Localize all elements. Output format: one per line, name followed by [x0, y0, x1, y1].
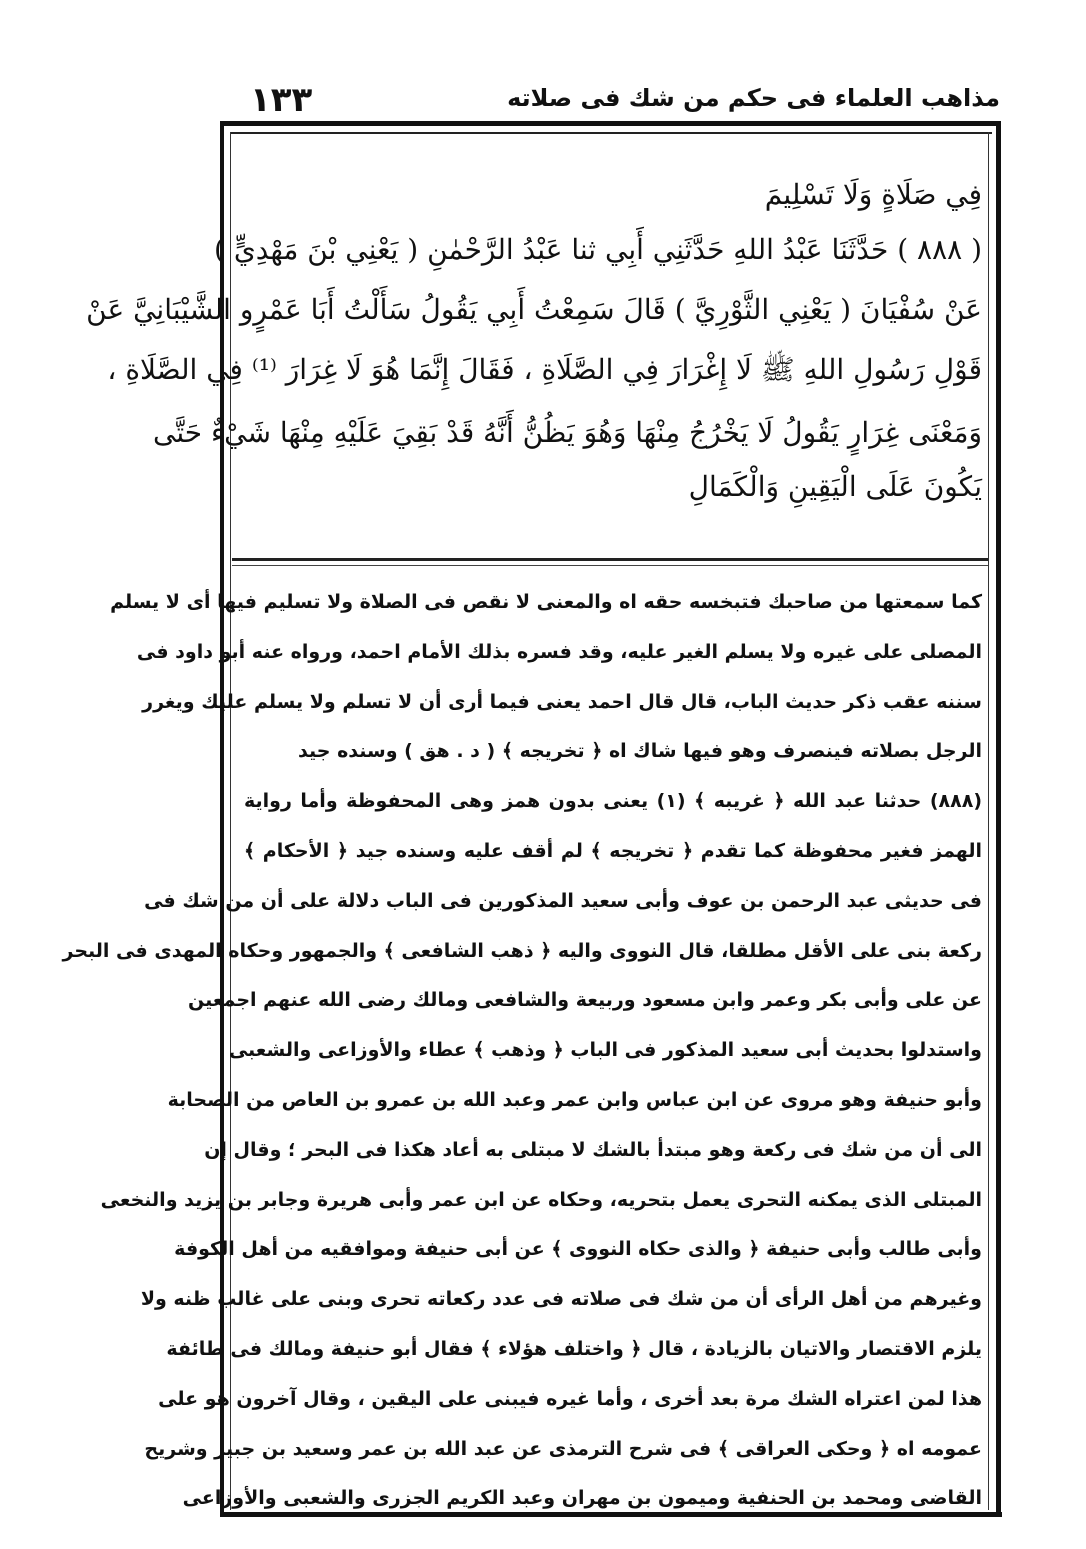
hadith-line: ( ٨٨٨ ) حَدَّثَنَا عَبْدُ اللهِ حَدَّثَنِي أَبِي ثنا عَبْدُ الرَّحْمٰنِ ( يَعْنِي بْنَ مَهْدِيٍّ ): [214, 233, 982, 266]
commentary-line: فى حديثى عبد الرحمن بن عوف وأبى سعيد المذكورين فى الباب دلالة على أن من شك فى: [144, 889, 982, 912]
commentary-line: الرجل بصلاته فينصرف وهو فيها شاك اه ﴿ تخريجه ﴾ ( د . هق ) وسنده جيد: [298, 740, 982, 763]
commentary-line: كما سمعتها من صاحبك فتبخسه حقه اه والمعنى لا نقص فى الصلاة ولا تسليم فيها أى لا يسلم: [110, 591, 982, 613]
commentary-line: وأبى طالب وأبى حنيفة ﴿ والذى حكاه النووى ﴾ عن أبى حنيفة وموافقيه من أهل الكوفة: [174, 1238, 982, 1261]
commentary-line: وأبو حنيفة وهو مروى عن ابن عباس وابن عمر وعبد الله بن عمرو بن العاص من الصحابة: [167, 1089, 982, 1111]
section-divider-inner: [232, 565, 988, 566]
commentary-line: وغيرهم من أهل الرأى أن من شك فى صلاته فى عدد ركعاته تحرى وبنى على غالب ظنه ولا: [140, 1288, 982, 1311]
commentary-line: المصلى على غيره ولا يسلم الغير عليه، وقد فسره بذلك الأمام احمد، ورواه عنه أبو داود فى: [136, 640, 982, 663]
commentary-line: يلزم الاقتصار والاتيان بالزيادة ، قال ﴿ واختلف هؤلاء ﴾ فقال أبو حنيفة ومالك فى طائفة: [166, 1338, 982, 1360]
commentary-line: عمومه اه ﴿ وحكى العراقى ﴾ فى شرح الترمذى عن عبد الله بن عمر وسعيد بن جبير وشريح: [144, 1437, 982, 1460]
commentary-line: سننه عقب ذكر حديث الباب، قال قال احمد يعنى فيما أرى أن لا تسلم ولا يسلم عليك ويغرر: [142, 690, 982, 713]
running-title: مذاهب العلماء فى حكم من شك فى صلاته: [507, 84, 1000, 112]
hadith-line: قَوْلِ رَسُولِ اللهِ ﷺ لَا إِغْرَارَ فِي الصَّلَاةِ ، فَقَالَ إِنَّمَا هُوَ لَا غِرَارَ ⁽¹⁾ فِي الصَّلَاةِ ،: [107, 353, 982, 386]
hadith-line: فِي صَلَاةٍ وَلَا تَسْلِيمَ: [764, 178, 982, 211]
commentary-line: هذا لمن اعتراه الشك مرة بعد أخرى ، وأما غيره فيبنى على اليقين ، وقال آخرون هو على: [158, 1387, 982, 1410]
commentary-line: ركعة بنى على الأقل مطلقا، قال النووى واليه ﴿ ذهب الشافعى ﴾ والجمهور وحكاه المهدى فى البحر: [62, 939, 982, 962]
frame-top-rule: [222, 121, 1000, 126]
frame-right-border: [996, 121, 1001, 1517]
commentary-line: (٨٨٨) حدثنا عبد الله ﴿ غريبه ﴾ (١) يعنى بدون همز وهى المحفوظة وأما رواية: [244, 790, 982, 813]
hadith-line: يَكُونَ عَلَى الْيَقِينِ وَالْكَمَالِ: [688, 470, 982, 503]
section-divider: [232, 558, 988, 561]
frame-top-rule-inner: [230, 132, 992, 134]
hadith-line: وَمَعْنَى غِرَارٍ يَقُولُ لَا يَخْرُجُ مِنْهَا وَهُوَ يَظُنُّ أَنَّهُ قَدْ بَقِيَ عَلَيْهِ مِنْهَا شَيْءٌ حَتَّى: [153, 416, 982, 449]
commentary-line: الى أن من شك فى ركعة وهو مبتدأ بالشك لا مبتلى به أعاد هكذا فى البحر ؛ وقال إن: [204, 1138, 982, 1161]
commentary-line: واستدلوا بحديث أبى سعيد المذكور فى الباب ﴿ وذهب ﴾ عطاء والأوزاعى والشعبى: [228, 1039, 982, 1062]
page-number: ١٣٣: [250, 80, 313, 120]
commentary-line: القاضى ومحمد بن الحنفية وميمون بن مهران وعبد الكريم الجزرى والشعبى والأوزاعى: [182, 1487, 982, 1510]
commentary-line: عن على وأبى بكر وعمر وابن مسعود وربيعة والشافعى ومالك رضى الله عنهم اجمعين: [188, 989, 982, 1012]
commentary-line: الهمز فغير محفوظة كما تقدم ﴿ تخريجه ﴾ لم أقف عليه وسنده جيد ﴿ الأحكام ﴾: [244, 840, 982, 862]
frame-right-border-inner: [988, 132, 989, 1510]
commentary-line: المبتلى الذى يمكنه التحرى يعمل بتحريه، وحكاه عن ابن عمر وأبى هريرة وجابر بن يزيد والنخعى: [100, 1188, 982, 1211]
hadith-line: عَنْ سُفْيَانَ ( يَعْنِي الثَّوْرِيَّ ) قَالَ سَمِعْتُ أَبِي يَقُولُ سَأَلْتُ أَبَا عَمْرٍو الشَّيْبَانِيَّ عَنْ: [86, 293, 982, 326]
